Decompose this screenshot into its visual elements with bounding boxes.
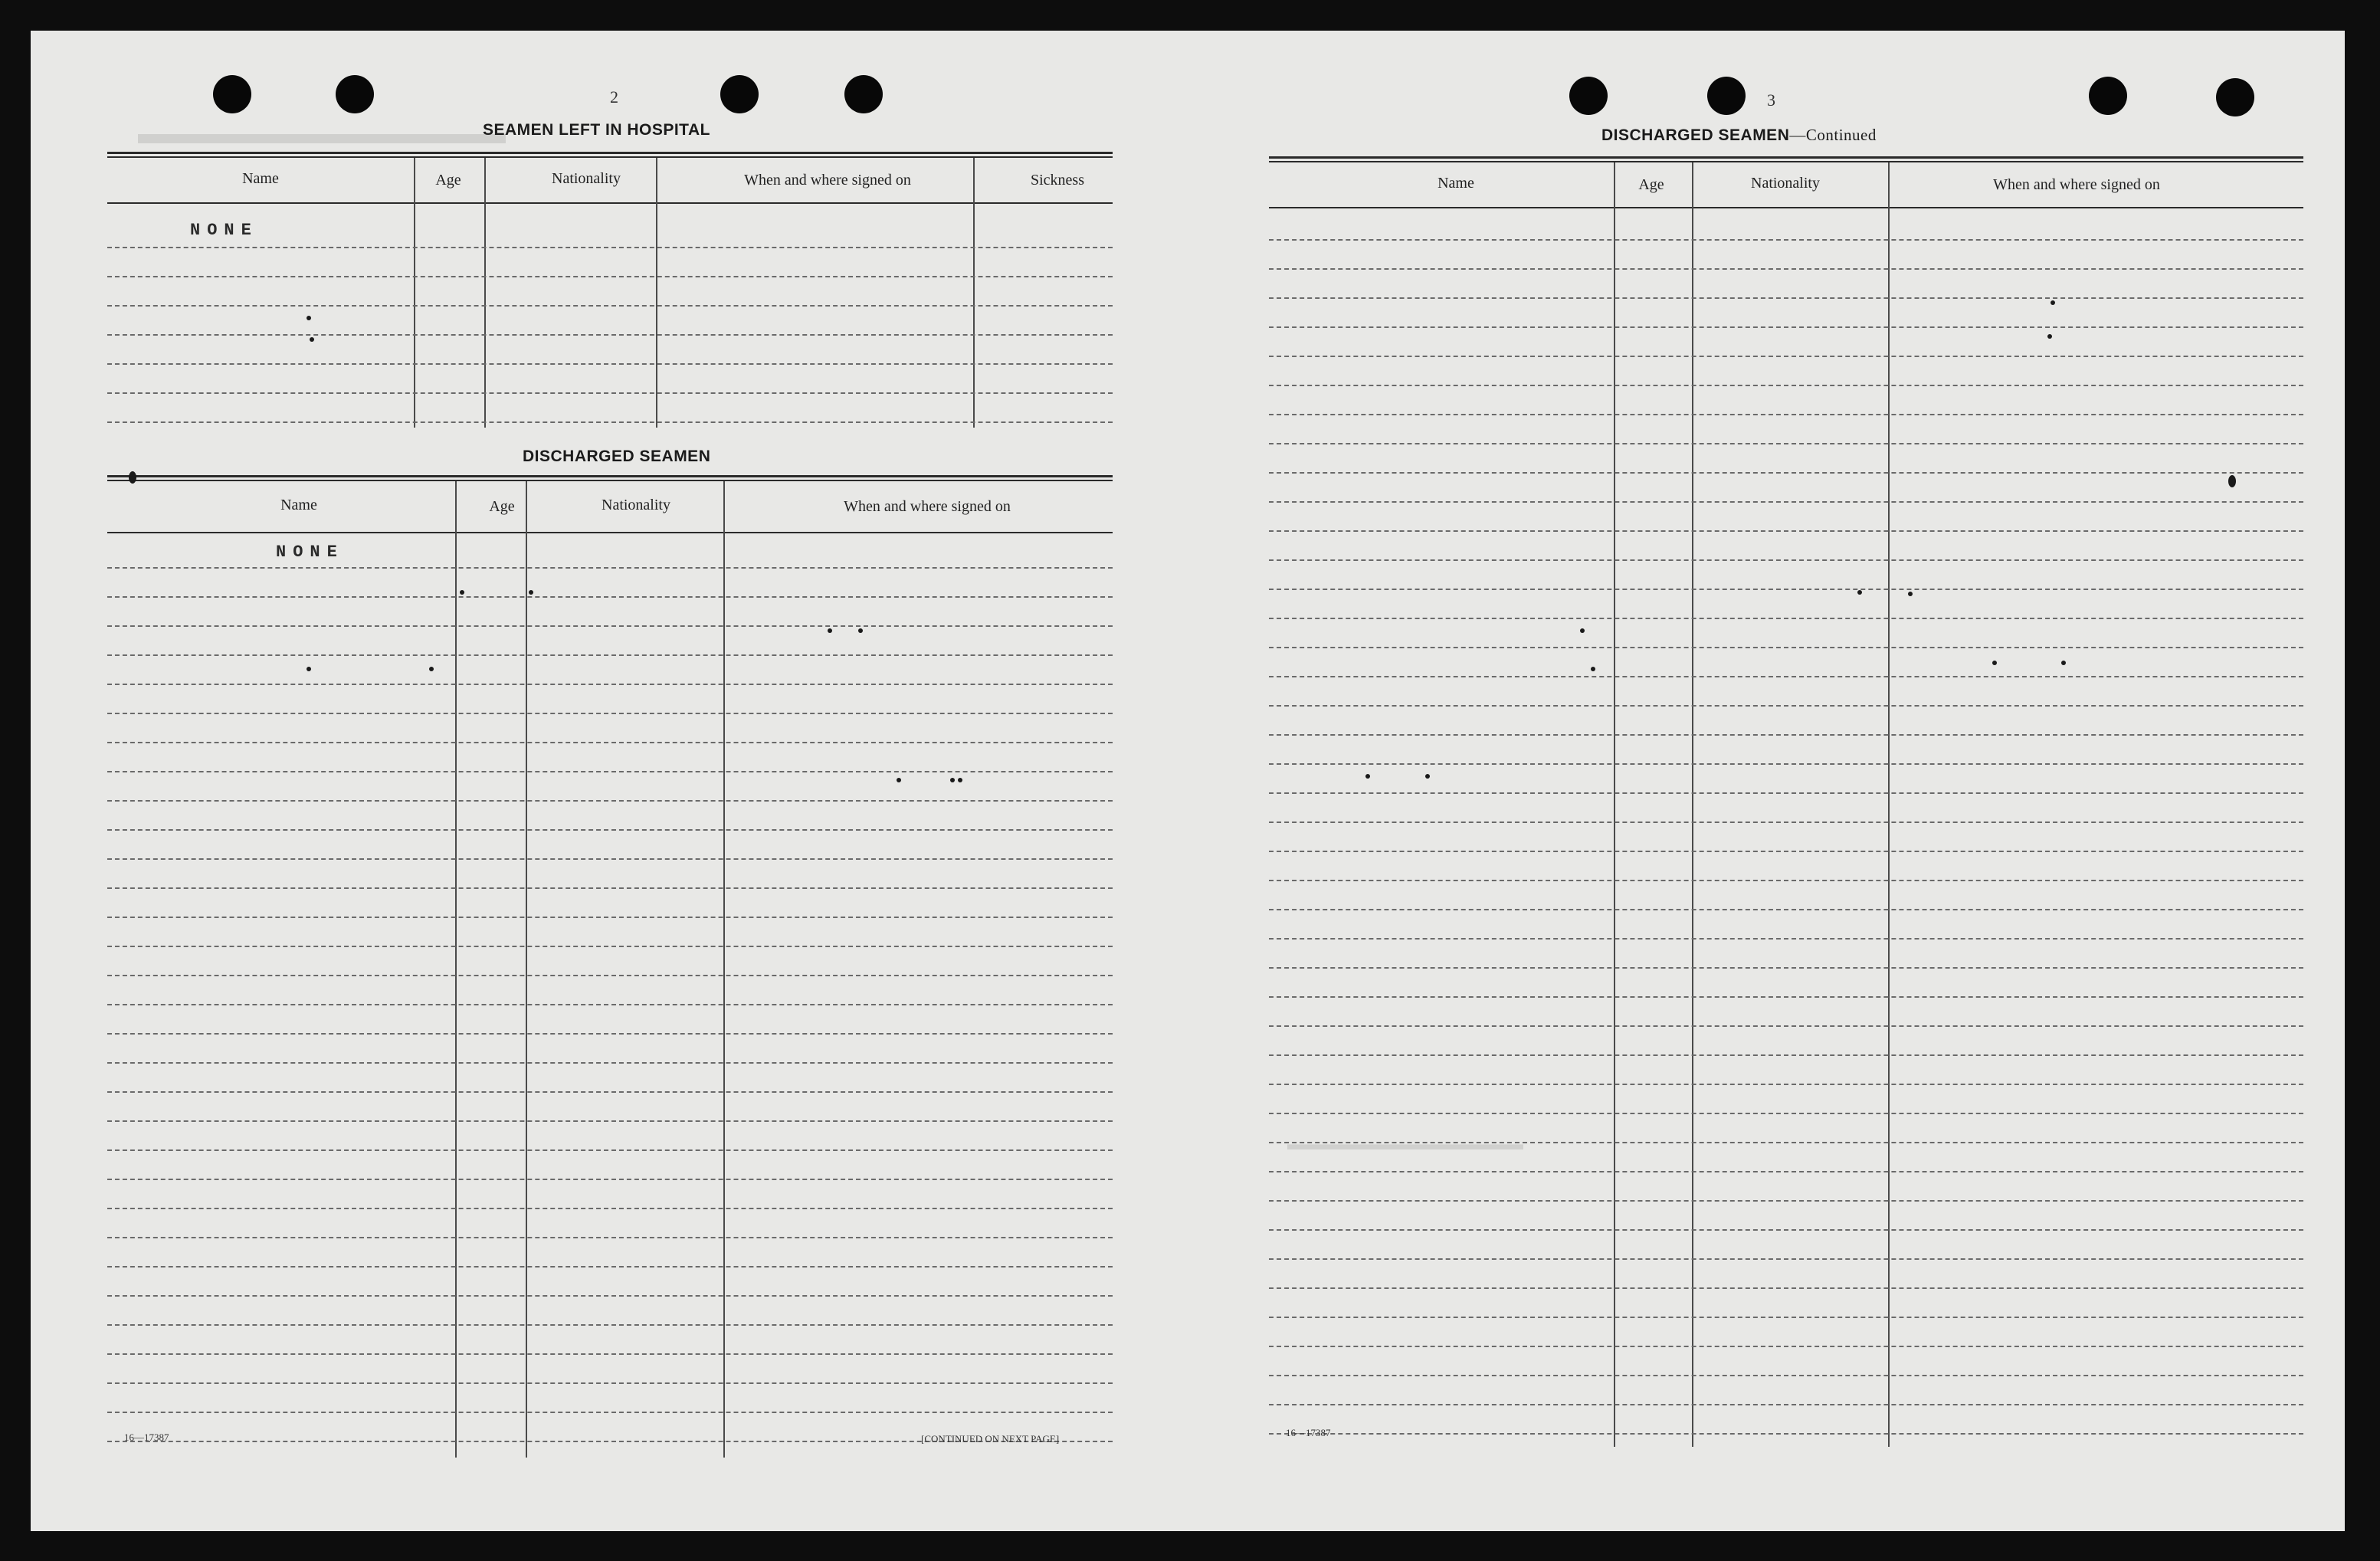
row-line (107, 829, 1113, 831)
column-header-nationality: Nationality (602, 497, 670, 513)
column-header-signed-on: When and where signed on (844, 498, 1011, 515)
ink-speck (858, 628, 863, 633)
row-line (1269, 618, 2303, 619)
ink-speck (1591, 667, 1595, 671)
row-line (107, 858, 1113, 860)
row-line (1269, 851, 2303, 852)
column-header-signed-on: When and where signed on (1993, 176, 2160, 193)
punch-hole (844, 75, 883, 113)
column-header-age: Age (1638, 176, 1664, 193)
row-line (1269, 472, 2303, 474)
ink-speck (529, 590, 533, 595)
row-line (1269, 1171, 2303, 1172)
punch-hole (213, 75, 251, 113)
row-line (107, 363, 1113, 365)
row-line (107, 917, 1113, 918)
punch-hole (1707, 77, 1746, 115)
discharged-entry-none: NONE (276, 543, 344, 562)
column-header-age: Age (435, 172, 461, 189)
document-spread (31, 31, 2345, 1531)
row-line (107, 1004, 1113, 1005)
row-line (107, 742, 1113, 743)
ink-speck (460, 590, 464, 595)
row-line (1269, 239, 2303, 241)
row-line (1269, 414, 2303, 415)
row-line (1269, 1229, 2303, 1231)
row-line (1269, 1113, 2303, 1114)
section-rule (107, 480, 1113, 481)
ink-speck (310, 337, 314, 342)
row-line (1269, 589, 2303, 590)
row-line (107, 276, 1113, 277)
ink-speck (307, 667, 311, 671)
column-divider (484, 158, 486, 428)
ink-speck (897, 778, 901, 782)
row-line (107, 1120, 1113, 1122)
row-line (1269, 880, 2303, 881)
punch-hole (2216, 78, 2254, 116)
ink-speck (1580, 628, 1585, 633)
ink-speck (958, 778, 962, 782)
form-number-right: 16—17387 (1286, 1427, 1331, 1438)
row-line (1269, 1433, 2303, 1435)
row-line (1269, 501, 2303, 503)
row-line (107, 946, 1113, 947)
row-line (1269, 268, 2303, 270)
row-line (1269, 967, 2303, 969)
row-line (107, 625, 1113, 627)
row-line (107, 305, 1113, 307)
ink-speck (1992, 661, 1997, 665)
row-line (1269, 385, 2303, 386)
section-rule (107, 156, 1113, 158)
section-rule (107, 475, 1113, 477)
column-header-name: Name (280, 497, 317, 513)
row-line (1269, 792, 2303, 794)
page-number-left: 2 (610, 87, 618, 107)
row-line (1269, 1346, 2303, 1347)
row-line (1269, 326, 2303, 328)
row-line (107, 654, 1113, 656)
page-number-right: 3 (1767, 90, 1775, 110)
row-line (107, 1179, 1113, 1180)
row-line (1269, 1142, 2303, 1143)
punch-hole (336, 75, 374, 113)
ink-speck (950, 778, 955, 782)
column-divider (723, 481, 725, 1458)
section-title-text: DISCHARGED SEAMEN (1601, 126, 1790, 144)
ink-speck (307, 316, 311, 320)
section-title-discharged-continued (1601, 126, 1877, 145)
bleed-through-mark: ▬▬▬▬▬▬▬▬▬▬▬▬ (138, 116, 506, 150)
row-line (1269, 1025, 2303, 1027)
row-line (107, 771, 1113, 772)
row-line (107, 713, 1113, 714)
ink-speck (1365, 774, 1370, 779)
row-line (107, 392, 1113, 394)
row-line (1269, 1317, 2303, 1318)
row-line (107, 1266, 1113, 1267)
section-rule (107, 152, 1113, 154)
hospital-entry-none: NONE (190, 221, 258, 240)
bleed-through-mark: ▬▬▬▬▬▬▬▬▬▬▬▬▬▬ (1287, 1134, 1523, 1153)
ink-speck (2051, 300, 2055, 305)
header-underline (107, 202, 1113, 204)
ink-speck (2047, 334, 2052, 339)
row-line (107, 567, 1113, 569)
row-line (1269, 1200, 2303, 1202)
row-line (107, 1412, 1113, 1413)
section-title-discharged: DISCHARGED SEAMEN (523, 448, 711, 465)
row-line (107, 1091, 1113, 1093)
punch-hole (2089, 77, 2127, 115)
row-line (1269, 938, 2303, 940)
column-header-name: Name (242, 170, 279, 187)
ink-speck (828, 628, 832, 633)
column-header-age: Age (489, 498, 515, 515)
row-line (107, 421, 1113, 423)
column-divider (526, 481, 527, 1458)
row-line (1269, 443, 2303, 444)
punch-hole (1569, 77, 1608, 115)
column-divider (414, 158, 415, 428)
column-header-nationality: Nationality (1751, 175, 1820, 192)
row-line (1269, 1404, 2303, 1405)
row-line (1269, 1287, 2303, 1289)
row-line (107, 596, 1113, 598)
ink-dot (129, 471, 136, 484)
row-line (1269, 676, 2303, 677)
row-line (107, 1208, 1113, 1209)
punch-hole (720, 75, 759, 113)
column-header-sickness: Sickness (1031, 172, 1084, 189)
row-line (107, 1149, 1113, 1151)
row-line (1269, 821, 2303, 823)
form-number-left: 16—17387 (124, 1431, 169, 1443)
row-line (107, 247, 1113, 248)
row-line (1269, 647, 2303, 648)
row-line (107, 684, 1113, 685)
row-line (1269, 1258, 2303, 1260)
row-line (1269, 734, 2303, 736)
row-line (107, 800, 1113, 802)
ink-speck (429, 667, 434, 671)
section-rule (1269, 161, 2303, 162)
row-line (107, 334, 1113, 336)
ink-speck (2061, 661, 2066, 665)
row-line (1269, 1084, 2303, 1085)
row-line (1269, 1054, 2303, 1056)
header-underline (1269, 207, 2303, 208)
ink-dot (2228, 475, 2236, 487)
row-line (1269, 1375, 2303, 1376)
row-line (107, 1353, 1113, 1355)
row-line (1269, 297, 2303, 299)
column-header-nationality: Nationality (552, 170, 621, 187)
column-header-signed-on: When and where signed on (744, 172, 911, 189)
column-divider (973, 158, 975, 428)
section-title-hospital: SEAMEN LEFT IN HOSPITAL (483, 121, 710, 139)
ink-speck (1857, 590, 1862, 595)
row-line (107, 975, 1113, 976)
continued-note: [CONTINUED ON NEXT PAGE] (921, 1433, 1060, 1445)
section-rule (1269, 156, 2303, 159)
row-line (1269, 996, 2303, 998)
row-line (1269, 559, 2303, 561)
row-line (107, 1295, 1113, 1297)
row-line (107, 1062, 1113, 1064)
column-divider (455, 481, 457, 1458)
ink-speck (1908, 592, 1913, 596)
row-line (107, 1033, 1113, 1035)
row-line (107, 1237, 1113, 1238)
row-line (1269, 705, 2303, 707)
section-title-suffix: —Continued (1789, 126, 1877, 144)
row-line (1269, 763, 2303, 765)
row-line (107, 1324, 1113, 1326)
header-underline (107, 532, 1113, 533)
row-line (1269, 909, 2303, 910)
row-line (1269, 356, 2303, 357)
column-divider (656, 158, 657, 428)
row-line (107, 1382, 1113, 1384)
row-line (107, 887, 1113, 889)
ink-speck (1425, 774, 1430, 779)
column-header-name: Name (1438, 175, 1474, 192)
row-line (1269, 530, 2303, 532)
